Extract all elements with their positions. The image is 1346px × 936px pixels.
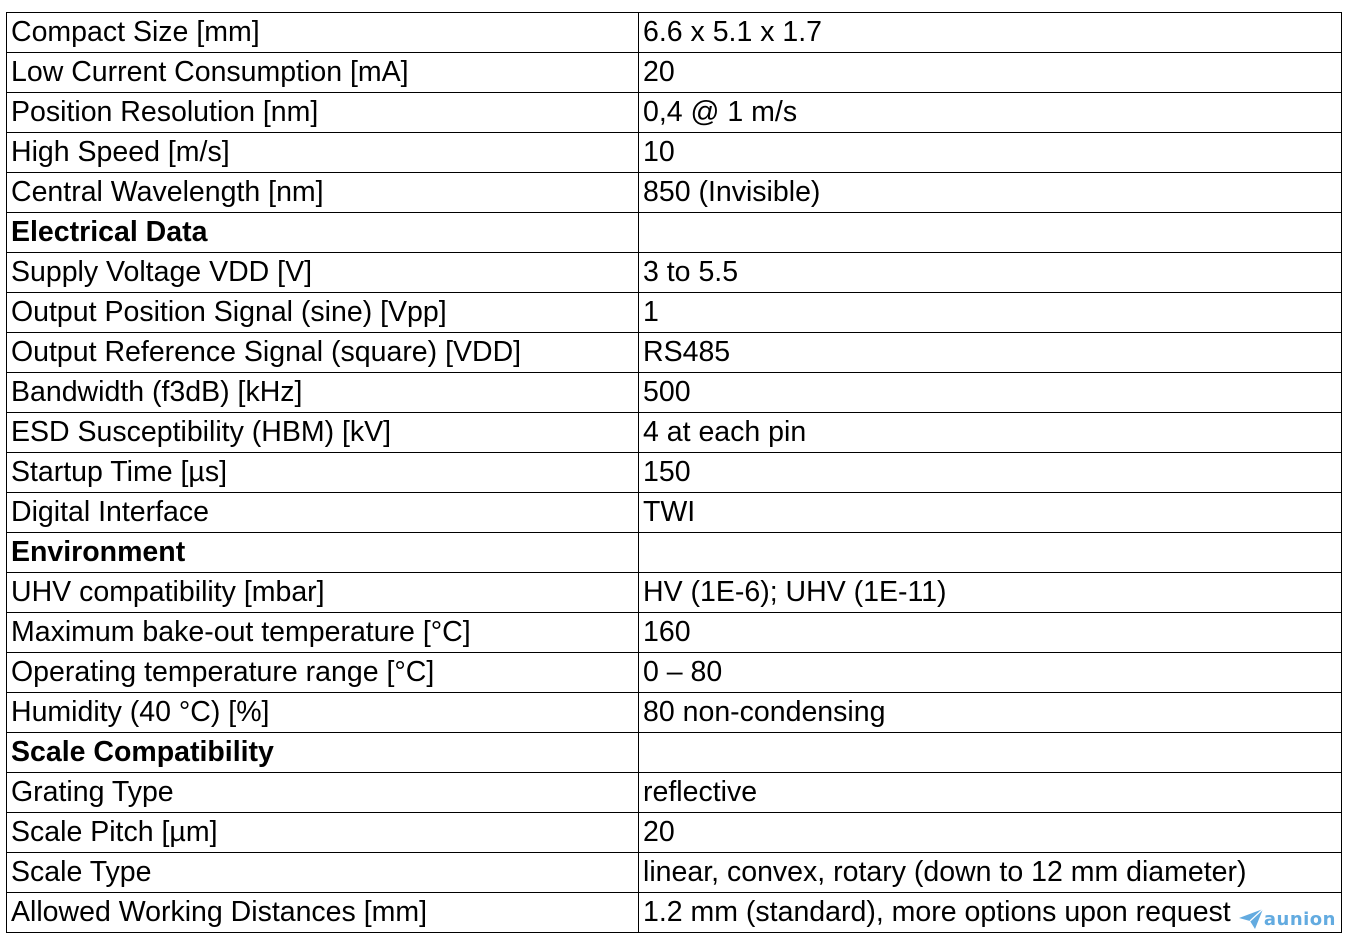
- section-title: Environment: [7, 533, 639, 573]
- table-row: [7, 453, 1342, 493]
- row-label: Central Wavelength [nm]: [7, 173, 639, 213]
- row-value: 0,4 @ 1 m/s: [639, 93, 1342, 133]
- row-value: 0 – 80: [639, 653, 1342, 693]
- row-value: 10: [639, 133, 1342, 173]
- table-row: [7, 373, 1342, 413]
- row-value: 80 non-condensing: [639, 693, 1342, 733]
- table-row: [7, 253, 1342, 293]
- row-label: Scale Pitch [µm]: [7, 813, 639, 853]
- spec-table: [6, 12, 1342, 933]
- row-value: linear, convex, rotary (down to 12 mm diameter): [639, 853, 1342, 893]
- row-label: Allowed Working Distances [mm]: [7, 893, 639, 933]
- section-title: Electrical Data: [7, 213, 639, 253]
- row-label: Scale Type: [7, 853, 639, 893]
- table-row: [7, 573, 1342, 613]
- table-row: [7, 693, 1342, 733]
- row-label: ESD Susceptibility (HBM) [kV]: [7, 413, 639, 453]
- table-row: [7, 413, 1342, 453]
- row-label: Compact Size [mm]: [7, 13, 639, 53]
- row-label: Humidity (40 °C) [%]: [7, 693, 639, 733]
- table-row: [7, 613, 1342, 653]
- table-row: [7, 493, 1342, 533]
- row-label: Supply Voltage VDD [V]: [7, 253, 639, 293]
- row-value: TWI: [639, 493, 1342, 533]
- table-row: [7, 853, 1342, 893]
- row-value: 4 at each pin: [639, 413, 1342, 453]
- row-value: 160: [639, 613, 1342, 653]
- row-value: 6.6 x 5.1 x 1.7: [639, 13, 1342, 53]
- row-value: [639, 213, 1342, 253]
- section-title: Scale Compatibility: [7, 733, 639, 773]
- row-label: Startup Time [µs]: [7, 453, 639, 493]
- table-row: [7, 893, 1342, 933]
- table-row: [7, 773, 1342, 813]
- row-label: High Speed [m/s]: [7, 133, 639, 173]
- watermark-logo: [1238, 908, 1336, 930]
- row-value: reflective: [639, 773, 1342, 813]
- row-value: 20: [639, 813, 1342, 853]
- table-row: [7, 813, 1342, 853]
- section-header-row: [7, 733, 1342, 773]
- row-label: Low Current Consumption [mA]: [7, 53, 639, 93]
- table-row: [7, 293, 1342, 333]
- row-value: [639, 733, 1342, 773]
- row-label: Digital Interface: [7, 493, 639, 533]
- row-value: 150: [639, 453, 1342, 493]
- table-row: [7, 93, 1342, 133]
- row-value: 3 to 5.5: [639, 253, 1342, 293]
- table-row: [7, 53, 1342, 93]
- table-row: [7, 13, 1342, 53]
- row-value: 1: [639, 293, 1342, 333]
- table-row: [7, 173, 1342, 213]
- row-value: 850 (Invisible): [639, 173, 1342, 213]
- paper-plane-icon: [1238, 908, 1264, 930]
- section-header-row: [7, 213, 1342, 253]
- table-row: [7, 333, 1342, 373]
- row-value: 500: [639, 373, 1342, 413]
- row-label: Bandwidth (f3dB) [kHz]: [7, 373, 639, 413]
- row-label: Position Resolution [nm]: [7, 93, 639, 133]
- row-label: Output Reference Signal (square) [VDD]: [7, 333, 639, 373]
- row-label: UHV compatibility [mbar]: [7, 573, 639, 613]
- table-row: [7, 653, 1342, 693]
- watermark-text: aunion: [1263, 908, 1336, 930]
- row-label: Maximum bake-out temperature [°C]: [7, 613, 639, 653]
- row-label: Operating temperature range [°C]: [7, 653, 639, 693]
- row-label: Output Position Signal (sine) [Vpp]: [7, 293, 639, 333]
- section-header-row: [7, 533, 1342, 573]
- row-label: Grating Type: [7, 773, 639, 813]
- row-value: [639, 533, 1342, 573]
- row-value: 20: [639, 53, 1342, 93]
- table-row: [7, 133, 1342, 173]
- row-value: 1.2 mm (standard), more options upon request: [639, 893, 1342, 933]
- row-value: HV (1E-6); UHV (1E-11): [639, 573, 1342, 613]
- row-value: RS485: [639, 333, 1342, 373]
